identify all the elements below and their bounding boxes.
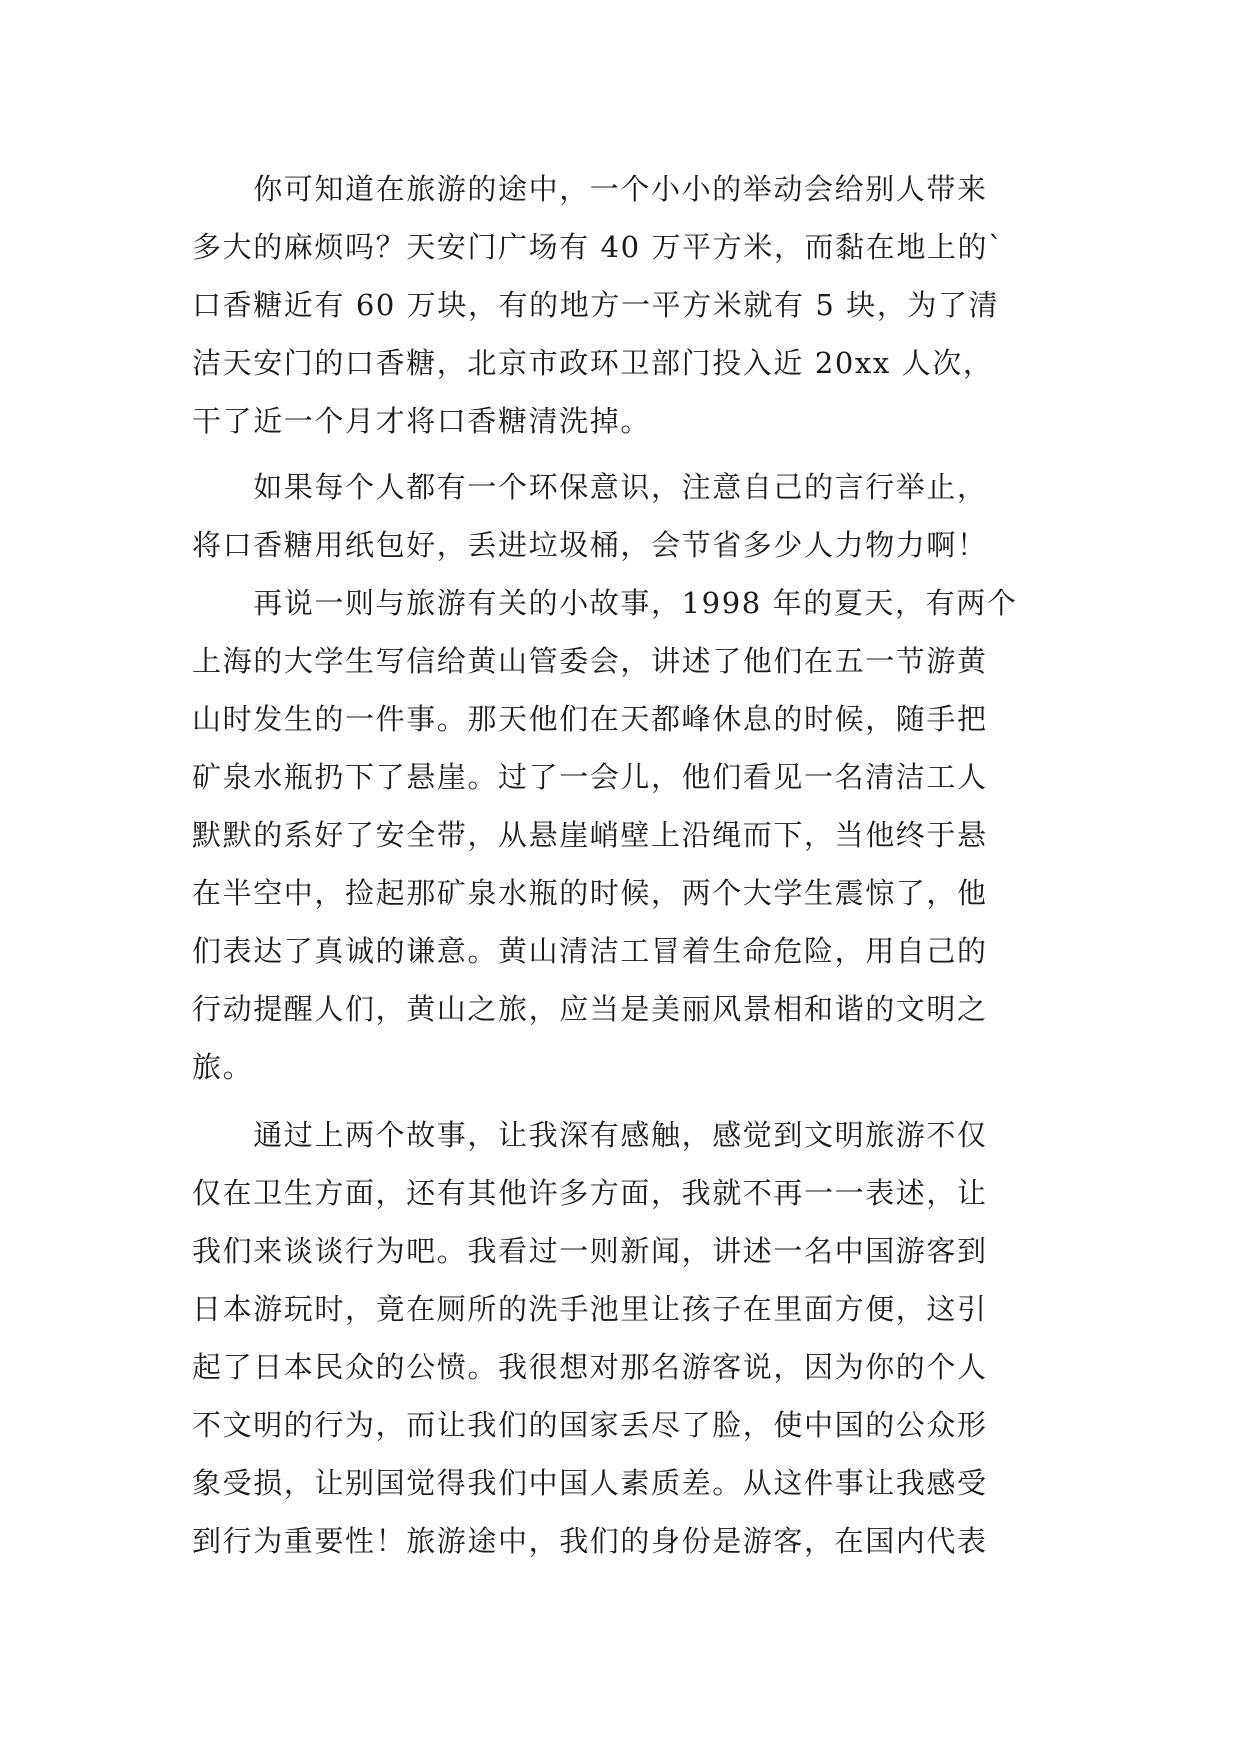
text-line: 日本游玩时，竟在厕所的洗手池里让孩子在里面方便，这引	[192, 1292, 988, 1326]
text-line: 口香糖近有 60 万块，有的地方一平方米就有 5 块，为了清	[192, 288, 1000, 322]
text-line: 我们来谈谈行为吧。我看过一则新闻，讲述一名中国游客到	[192, 1234, 988, 1268]
text-line: 通过上两个故事，让我深有感触，感觉到文明旅游不仅	[192, 1118, 988, 1152]
text-line: 将口香糖用纸包好，丢进垃圾桶，会节省多少人力物力啊！	[192, 528, 988, 562]
paragraph-4	[192, 1106, 1052, 1570]
text-line: 洁天安门的口香糖，北京市政环卫部门投入近 20xx 人次，	[192, 346, 994, 380]
paragraph-1	[192, 160, 1052, 450]
text-line: 行动提醒人们，黄山之旅，应当是美丽风景相和谐的文明之	[192, 992, 988, 1026]
text-line: 不文明的行为，而让我们的国家丢尽了脸，使中国的公众形	[192, 1408, 988, 1442]
text-line: 起了日本民众的公愤。我很想对那名游客说，因为你的个人	[192, 1350, 988, 1384]
paragraph-2	[192, 458, 1052, 574]
text-line: 象受损，让别国觉得我们中国人素质差。从这件事让我感受	[192, 1466, 988, 1500]
text-line: 默默的系好了安全带，从悬崖峭壁上沿绳而下，当他终于悬	[192, 818, 988, 852]
text-line: 矿泉水瓶扔下了悬崖。过了一会儿，他们看见一名清洁工人	[192, 760, 988, 794]
paragraph-gap	[192, 1096, 1052, 1106]
text-line: 在半空中，捡起那矿泉水瓶的时候，两个大学生震惊了，他	[192, 876, 988, 910]
paragraph-3	[192, 574, 1052, 1096]
text-line: 如果每个人都有一个环保意识，注意自己的言行举止，	[192, 470, 988, 504]
text-line: 旅。	[192, 1050, 254, 1084]
text-line: 干了近一个月才将口香糖清洗掉。	[192, 404, 652, 438]
text-line: 山时发生的一件事。那天他们在天都峰休息的时候，随手把	[192, 702, 988, 736]
text-line: 们表达了真诚的谦意。黄山清洁工冒着生命危险，用自己的	[192, 934, 988, 968]
text-line: 再说一则与旅游有关的小故事，1998 年的夏天，有两个	[192, 586, 1018, 620]
text-line: 仅在卫生方面，还有其他许多方面，我就不再一一表述，让	[192, 1176, 988, 1210]
text-line: 上海的大学生写信给黄山管委会，讲述了他们在五一节游黄	[192, 644, 988, 678]
paragraph-gap	[192, 450, 1052, 458]
text-line: 到行为重要性！旅游途中，我们的身份是游客，在国内代表	[192, 1524, 988, 1558]
document-body	[192, 160, 1052, 1570]
text-line: 多大的麻烦吗？天安门广场有 40 万平方米，而黏在地上的`	[192, 230, 1005, 264]
text-line: 你可知道在旅游的途中，一个小小的举动会给别人带来	[192, 172, 988, 206]
